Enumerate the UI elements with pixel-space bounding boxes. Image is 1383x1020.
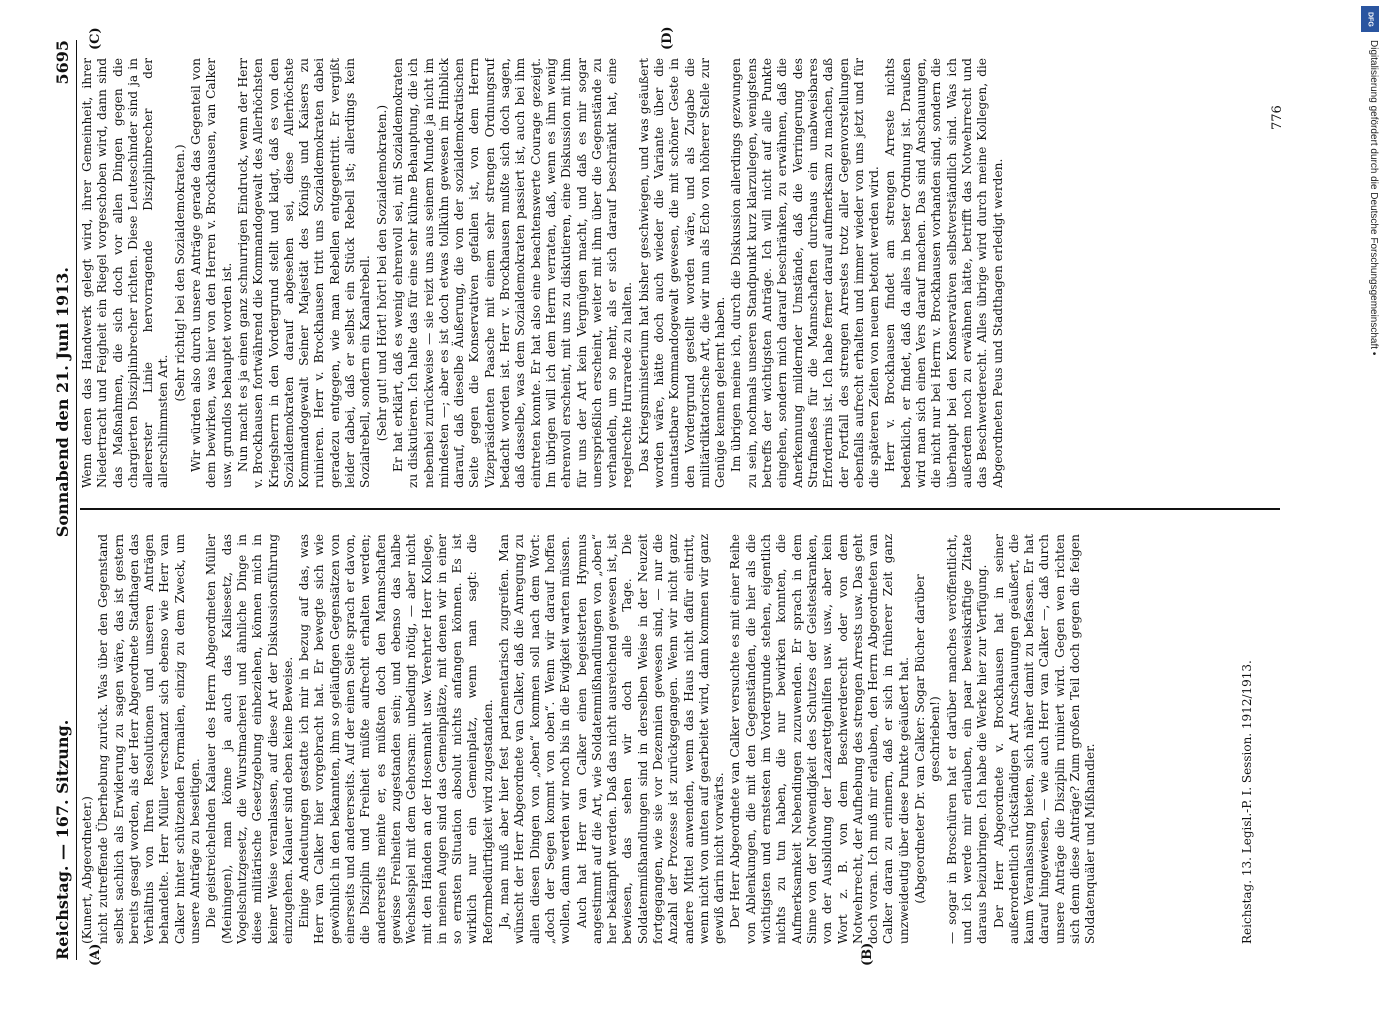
digitization-note: Digitalisierung gefördert durch die Deutsche Forschungsgemeinschaft • [1368, 40, 1379, 356]
marker-a: (A) [88, 943, 103, 966]
paragraph: Ja, man muß aber hier fest parlamentarisch zugreifen. Man wünscht der Herr Abgeordnete van Calker, daß die Anregung zu allen diesen Dingen von „oben“ kommen soll nach dem Wort: „doch der Segen kommt von oben“. Wenn wir darauf hoffen wollen, dann werden wir noch bis in die Ewigkeit warten müssen. [497, 534, 573, 944]
paragraph: Er hat erklärt, daß es wenig ehrenvoll sei, mit Sozialdemokraten zu diskutieren. Ich halte das für eine sehr kühne Behauptung, die ich nebenbei zurückweise — sie reizt uns aus seinem Munde ja nicht im mindesten —; aber es ist doch etwas tollkühn gewesen im Hinblick darauf, daß dieselbe Äußerung, die von der sozialdemokratischen Seite gegen die Konservativen gefallen ist, von dem Herrn Vizepräsidenten Paasche mit einem sehr strengen Ordnungsruf bedacht worden ist. Herr v. Brockhausen mußte sich doch sagen, daß dasselbe, was dem Sozialdemokraten passiert ist, auch bei ihm eintreten konnte. Er hat also eine beachtenswerte Courage gezeigt. Im übrigen will ich dem Herrn verraten, daß, wenn es ihm wenig ehrenvoll erscheint, mit uns zu diskutieren, eine Diskussion mit ihm für uns der Art kein Vergnügen macht, und daß es mir sogar unersprießlich erscheint, weiter mit ihm über die Gegenstände zu verhandeln, um so mehr, als er sich darauf beschränkt hat, eine regelrechte Hurrarede zu halten. [390, 58, 635, 488]
column-divider [80, 509, 1280, 511]
paragraph: Die geistreichelnden Kalauer des Herrn Abgeordneten Müller (Meiningen), man könne ja auch das Kalisesetz, das Vogelschutzgesetz, die Wurstmacherei und ähnliche Dinge in diese militärische Gesetzgebung einbeziehen, können mich in keiner Weise veranlassen, auf diese Art der Diskussionsführung einzugehen. Kalauer sind eben keine Beweise. [204, 534, 295, 944]
page-number: 776 [1270, 105, 1285, 130]
paragraph: Das Kriegsministerium hat bisher geschwiegen, und was geäußert worden wäre, hätte doch auch wieder die Variante über die unantastbare Kommandogewalt gewesen, die mit schöner Geste in den Vordergrund gestellt worden wäre, und als Zugabe die militärdiktatorische Art, die wir nun als Echo von höherer Stelle zur Genüge kennen gelernt haben. [636, 58, 728, 488]
paragraph: (Kunert, Abgeordneter.) [80, 796, 94, 944]
paragraph: — sogar in Broschüren hat er darüber manches veröffentlicht, und ich werde mir erlauben, ein paar beweiskräftige Zitate daraus beizubringen. Ich habe die Werke hier zur Verfügung. [944, 534, 990, 944]
paragraph: Wir würden also durch unsere Anträge gerade das Gegenteil von dem bewirken, was hier von den Herren v. Brockhausen, van Calker usw. grundlos behauptet worden ist. [189, 58, 234, 488]
dfg-logo: DFG [1361, 6, 1379, 32]
paragraph: Der Herr Abgeordnete v. Brockhausen hat in seiner außerordentlich rückständigen Art Anschauungen geäußert, die kaum Veranlassung bieten, sich näher damit zu befassen. Er hat darauf hingewiesen, — wie auch Herr van Calker —, daß durch unsere Anträge die Disziplin ruiniert wird. Gegen wen richten sich denn diese Anträge? Zum großen Teil doch gegen die feigen Soldatenquäler und Mißhandler. [991, 534, 1098, 944]
interjection: (Sehr richtig! bei den Sozialdemokraten.) [172, 144, 187, 402]
marker-b: (B) [860, 942, 875, 966]
interjection: (Sehr gut! und Hört! hört! bei den Sozialdemokraten.) [374, 104, 389, 442]
header-left: Reichstag. — 167. Sitzung. [53, 719, 72, 960]
paragraph: Herr v. Brockhausen findet am strengen Arreste nichts bedenklich, er findet, daß da alles in bester Ordnung ist. Draußen wird man sich einen Vers darauf machen. Das sind Anschauungen, die nicht nur bei Herrn v. Brockhausen vorhanden sind, sondern die überhaupt bei den Konservativen selbstverständlich sind. Was ich außerdem noch zu erwähnen hätte, betrifft das Notwehrrecht und das Beschwerderecht. Alles übrige wird durch meine Kollegen, die Abgeordneten Peus und Stadthagen erledigt werden. [883, 58, 1005, 488]
paragraph: Der Herr Abgeordnete van Calker versuchte es mit einer Reihe von Ablenkungen, die mit den Gegenständen, die hier als die wichtigsten und ernstesten im Vordergrunde stehen, eigentlich nichts zu tun haben, die nur bewirken konnten, die Aufmerksamkeit Nebendingen zuzuwenden. Er sprach in dem Sinne von der Notwendigkeit des Schutzes der Geisteskranken, von der Ausbildung der Lazarettgehilfen usw. usw., aber kein Wort z. B. von dem Beschwerderecht oder von dem Notwehrrecht, der Aufhebung des strengen Arrests usw. Das geht doch voran. Ich muß mir erlauben, den Herrn Abgeordneten van Calker daran zu erinnern, daß er sich in früherer Zeit ganz unzweideutig über diese Punkte geäußert hat. [728, 534, 911, 944]
paragraph: Nun macht es ja einen ganz schnurrigen Eindruck, wenn der Herr v. Brockhausen fortwährend die Kommandogewalt des Allerhöchsten Kriegsherrn in den Vordergrund stellt und klagt, daß es von den Sozialdemokraten darauf abgesehen sei, diese Allerhöchste Kommandogewalt Seiner Majestät des Königs und Kaisers zu ruinieren. Herr v. Brockhausen tritt uns Sozialdemokraten dabei geradezu entgegen, wie man Rebellen entgegentritt. Er vergißt leider dabei, daß er selbst ein Stück Rebell ist; allerdings kein Sozialrebell, sondern ein Kanalrebell. [235, 58, 373, 488]
left-column [80, 534, 1230, 944]
right-column [80, 58, 1285, 488]
paragraph: Einige Andeutungen gestatte ich mir in bezug auf das, was Herr van Calker hier vorgebracht hat. Er bewegte sich wie gewöhnlich in den bekannten, ihm so geläufigen Gegensätzen von einerseits und andererseits. Auf der einen Seite sprach er davon, die Disziplin und Freiheit müßte aufrecht erhalten werden; andererseits meinte er, es müßten doch den Mannschaften gewisse Freiheiten zugestanden sein; und ebenso das halbe Wechselspiel mit dem Gehorsam: unbedingt nötig, — aber nicht mit den Händen an der Hosennaht usw. Verehrter Herr Kollege, in meinen Augen sind das Gemeinplätze, mit denen wir in einer so ernsten Situation absolut nichts anfangen können. Es ist wirklich nur ein Gemeinplatz, wenn man sagt: die Reformbedürftigkeit wird zugestanden. [297, 534, 495, 944]
paragraph: Im übrigen meine ich, durch die Diskussion allerdings gezwungen zu sein, nochmals unseren Standpunkt kurz klarzulegen, wenigstens betreffs der wichtigsten Anträge. Ich will nicht auf alle Punkte eingehen, sondern mich darauf beschränken, zu erwähnen, daß die Anerkennung mildernder Umstände, daß die Verringerung des Strafmaßes für die Mannschaften durchaus ein unabweisbares Erfordernis ist. Ich habe ferner darauf aufmerksam zu machen, daß der Fortfall des strengen Arrestes trotz aller Gegenvorstellungen ebenfalls aufrecht erhalten und immer wieder von uns jetzt und für die späteren Zeiten von neuem betont werden wird. [729, 58, 882, 488]
paragraph: nicht zutreffende Überhebung zurück. Was über den Gegenstand selbst sachlich als Erwiderung zu sagen wäre, das ist gestern bereits gesagt worden, als der Herr Abgeordnete Stadthagen das Verhältnis von Ihren Resolutionen und unseren Anträgen behandelte. Herr Müller verschanzt sich ebenso wie Herr van Calker hinter schützenden Formalien, einzig zu dem Zweck, um unsere Anträge zu beseitigen. [96, 534, 203, 944]
header-right: 5695 [53, 40, 72, 85]
marker-c: (C) [88, 27, 103, 50]
paragraph: Auch hat Herr van Calker einen begeisterten Hymnus angestimmt auf die Art, wie Soldatenmißhandlungen von „oben“ her bekämpft werden. Daß das nicht ausreichend gewesen ist, ist bewiesen, das sehen wir doch alle Tage. Die Soldatenmißhandlungen sind in derselben Weise in der Neuzeit fortgegangen, wie sie vor Dezennien gewesen sind, — nur die Anzahl der Prozesse ist zurückgegangen. Wenn wir nicht ganz andere Mittel anwenden, wenn das Haus nicht dafür eintritt, wenn nicht von unten auf gearbeitet wird, dann kommen wir ganz gewiß darin nicht vorwärts. [574, 534, 727, 944]
page-footer: Reichstag. 13. Legisl.-P. I. Session. 1912/1913. [1240, 660, 1254, 944]
header-center: Sonnabend den 21. Juni 1913. [53, 267, 72, 538]
page-header [40, 40, 77, 960]
interjection: (Abgeordneter Dr. van Calker: Sogar Bücher darüber geschrieben!) [913, 574, 943, 904]
paragraph: Wenn denen das Handwerk gelegt wird, ihrer Gemeinheit, ihrer Niedertracht und Feigheit ein Riegel vorgeschoben wird, dann sind das Maßnahmen, die sich doch vor allen Dingen gegen die chargierten Disziplinbrecher richten. Diese Leuteschinder sind ja in allererster Linie hervorragende Disziplinbrecher der allerschlimmsten Art. [80, 58, 171, 488]
marker-d: (D) [660, 26, 675, 50]
